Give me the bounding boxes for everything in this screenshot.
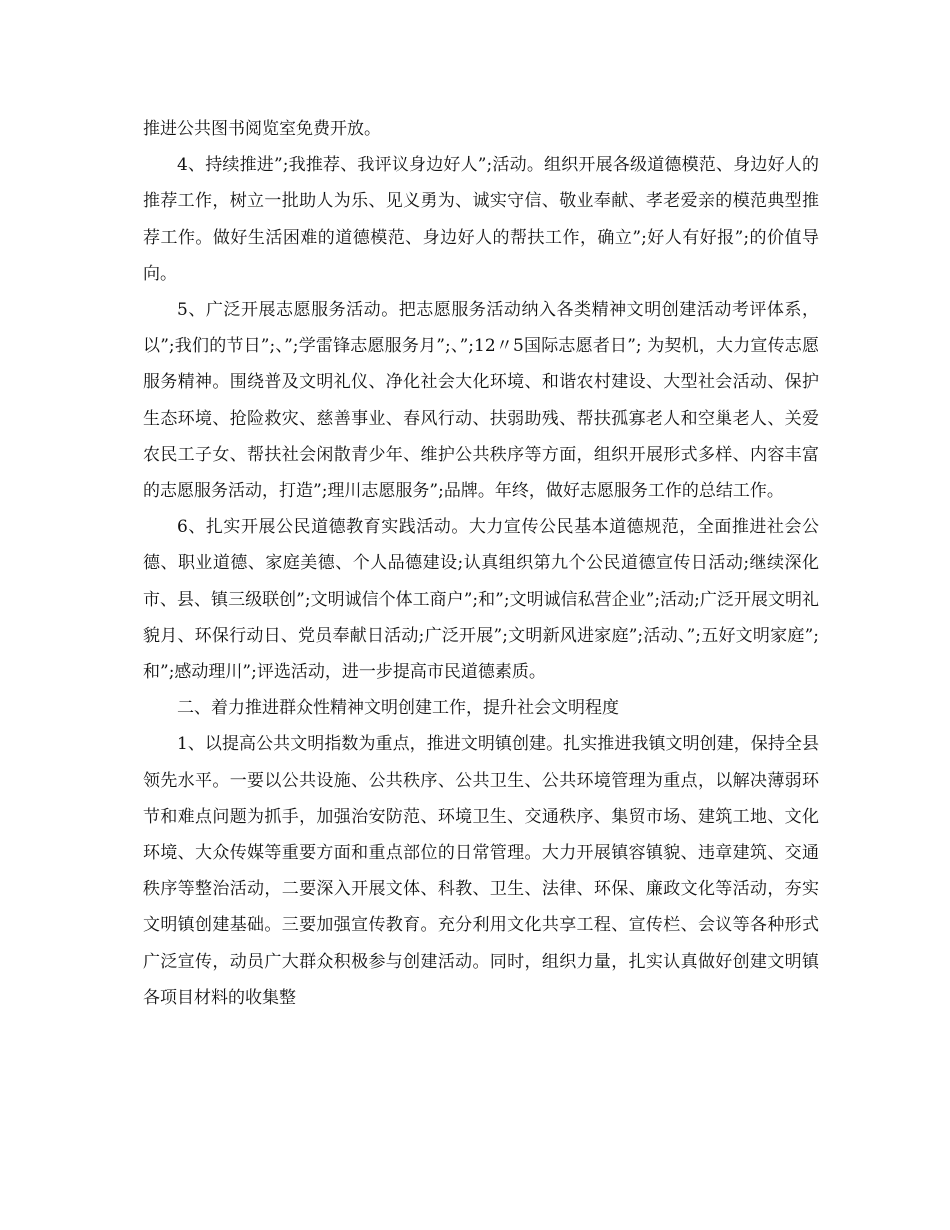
document-body bbox=[143, 111, 819, 1016]
paragraph-1: 推进公共图书阅览室免费开放。 bbox=[143, 119, 381, 139]
paragraph-5: 1、以提高公共文明指数为重点，推进文明镇创建。扎实推进我镇文明创建，保持全县领先水平。一要以公共设施、公共秩序、公共卫生、公共环境管理为重点，以解决薄弱环节和难点问题为抓手，加强治安防范、环境卫生、交通秩序、集贸市场、建筑工地、文化环境、大众传媒等重要方面和重点部位的日常管理。大力开展镇容镇貌、违章建筑、交通秩序等整治活动，二要深入开展文体、科教、卫生、法律、环保、廉政文化等活动，夯实文明镇创建基础。三要加强宣传教育。充分利用文化共享工程、宣传栏、会议等各种形式广泛宣传，动员广大群众积极参与创建活动。同时，组织力量，扎实认真做好创建文明镇各项目材料的收集整 bbox=[143, 734, 819, 1008]
paragraph-3: 5、广泛开展志愿服务活动。把志愿服务活动纳入各类精神文明创建活动考评体系，以”;我们的节日”;、”;学雷锋志愿服务月”;、”;12〃5国际志愿者日”; 为契机，大力宣传志愿服务精神。围绕普及文明礼仪、净化社会大化环境、和谐农村建设、大型社会活动、保护生态环境、抢险救灾、慈善事业、春风行动、扶弱助残、帮扶孤寡老人和空巢老人、关爱农民工子女、帮扶社会闲散青少年、维护公共秩序等方面，组织开展形式多样、内容丰富的志愿服务活动，打造”;理川志愿服务”;品牌。年终，做好志愿服务工作的总结工作。 bbox=[143, 300, 819, 502]
paragraph-4: 6、扎实开展公民道德教育实践活动。大力宣传公民基本道德规范，全面推进社会公德、职业道德、家庭美德、个人品德建设;认真组织第九个公民道德宣传日活动;继续深化市、县、镇三级联创”;文明诚信个体工商户”;和”;文明诚信私营企业”;活动;广泛开展文明礼貌月、环保行动日、党员奉献日活动;广泛开展”;文明新风进家庭”;活动、”;五好文明家庭”;和”;感动理川”;评选活动，进一步提高市民道德素质。 bbox=[143, 517, 819, 683]
section-heading: 二、着力推进群众性精神文明创建工作，提升社会文明程度 bbox=[177, 698, 619, 719]
paragraph-2: 4、持续推进”;我推荐、我评议身边好人”;活动。组织开展各级道德模范、身边好人的推荐工作，树立一批助人为乐、见义勇为、诚实守信、敬业奉献、孝老爱亲的模范典型推荐工作。做好生活困难的道德模范、身边好人的帮扶工作，确立”;好人有好报”;的价值导向。 bbox=[143, 155, 819, 284]
